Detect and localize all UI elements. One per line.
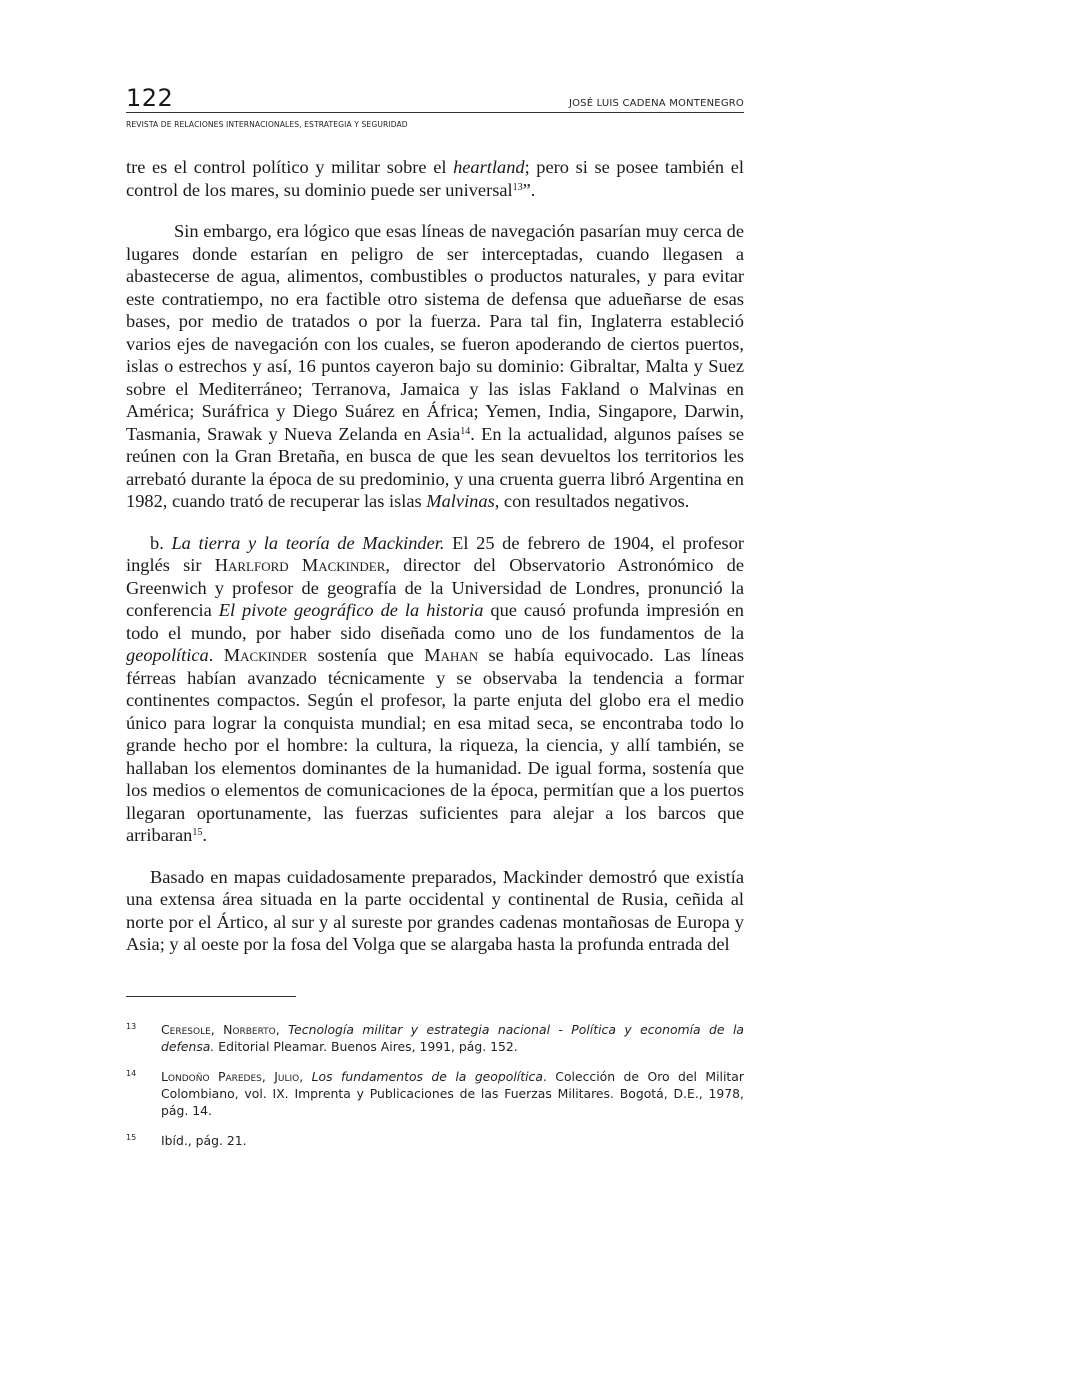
text-run: ”.	[522, 179, 536, 200]
text-run: , con resultados negativos.	[494, 491, 690, 511]
lecture-title: El pivote geográfico de la historia	[218, 600, 484, 620]
text-run: se había equivocado. Las líneas férreas habían avanzado técnicamente y se observaba la tendencia a formar continentes compactos. Según el profesor, la parte enjuta del globo era el medio único para lograr la conquista mundial; en esa mitad seca, se encontraba todo lo grande hecho por el hombre: la cultura, la riqueza, la ciencia, y allí también, se hallaban los elementos dominantes de la humanidad. De igual forma, sostenía que los medios o elementos de comunicaciones de la época, permitían que a los puertos llegaran oportunamente, las fuerzas suficientes para alejar a los barcos que arribaran	[126, 645, 744, 845]
text-run: , director del Observatorio Astronómico de Greenwich y profesor de geografía de la Universidad de Londres, pronunció la conferencia	[126, 555, 745, 620]
footnote-ref-15[interactable]: 15	[192, 827, 203, 838]
page	[126, 84, 744, 1162]
text-run: .	[202, 825, 207, 845]
paragraph-4	[126, 866, 744, 956]
text-run: .	[208, 645, 224, 665]
footnote-14	[126, 1068, 744, 1119]
footnote-text	[161, 1068, 744, 1119]
text-run: Basado en mapas cuidadosamente preparados, Mackinder demostró que existía una extensa área situada en la parte occidental y continental de Rusia, ceñida al norte por el Ártico, al sur y al sureste por grandes cadenas montañosas de Europa y Asia; y al oeste por la fosa del Volga que se alargaba hasta la profunda entrada del	[126, 866, 744, 954]
footnote-number: 13	[126, 1021, 137, 1031]
footnote-ref-14[interactable]: 14	[460, 425, 471, 437]
header-rule	[126, 112, 744, 113]
person-name: Mahan	[424, 645, 479, 665]
text-run: tre es el control político y militar sobre el	[126, 157, 454, 177]
footnote-13	[126, 1021, 744, 1055]
text-run: Sin embargo, era lógico que esas líneas de navegación pasarían muy cerca de lugares donde estarían en peligro de ser interceptadas, cuando llegasen a abastecerse de agua, alimentos, combustibles o productos naturales, y para evitar este contratiempo, no era factible otro sistema de defensa que adueñarse de esas bases, por medio de tratados o por la fuerza. Para tal fin, Inglaterra estableció varios ejes de navegación con los cuales, se fueron apoderando de ciertos puertos, islas o estrechos y así, 16 puntos cayeron bajo su dominio: Gibraltar, Malta y Suez sobre el Mediterráneo; Terranova, Jamaica y las islas Fakland o Malvinas en América; Suráfrica y Diego Suárez en África; Yemen, India, Singapore, Darwin, Tasmania, Srawak y Nueva Zelanda en Asia	[126, 221, 744, 444]
footnote-separator	[126, 996, 296, 997]
paragraph-2	[126, 220, 744, 513]
footnote-text: Ibíd., pág. 21.	[161, 1132, 247, 1148]
footnote-text	[161, 1021, 744, 1055]
page-header	[126, 84, 744, 130]
person-name: Harlford Mackinder	[214, 555, 386, 575]
footnote-title: Los fundamentos de la geopolítica	[311, 1068, 543, 1084]
emphasis: heartland	[453, 157, 525, 177]
text-run: . En la actualidad, algunos países se reúnen con la Gran Bretaña, en busca de que les sean devueltos los territorios les arrebató durante la época de su predominio, y una cruenta guerra libró Argentina en 1982, cuando trató de recuperar las islas	[126, 423, 744, 511]
text-run: sostenía que	[307, 645, 425, 665]
footnote-details: Editorial Pleamar. Buenos Aires, 1991, pág. 152.	[214, 1038, 518, 1054]
running-author: JOSÉ LUIS CADENA MONTENEGRO	[568, 98, 744, 109]
section-heading: La tierra y la teoría de Mackinder.	[171, 532, 445, 553]
footnote-number: 15	[126, 1132, 137, 1142]
footnote-number: 14	[126, 1068, 137, 1078]
footnote-author: Ceresole, Norberto,	[161, 1021, 280, 1037]
body-text	[126, 156, 744, 956]
footnotes	[126, 1021, 744, 1149]
page-number: 122	[126, 84, 174, 112]
paragraph-3	[126, 532, 744, 847]
footnote-details: . Colección de Oro del Militar Colombiano, vol. IX. Imprenta y Publicaciones de las Fuerzas Militares. Bogotá, D.E., 1978, pág. 14.	[161, 1068, 744, 1118]
footnote-ref-13[interactable]: 13	[512, 181, 523, 193]
text-run: que causó profunda impresión en todo el mundo, por haber sido diseñada como uno de los fundamentos de la	[126, 600, 745, 643]
emphasis: geopolítica	[126, 645, 209, 665]
text-run: El 25 de febrero de 1904, el profesor inglés sir	[126, 532, 745, 575]
text-run: b.	[150, 532, 172, 553]
footnote-author: Londoño Paredes, Julio,	[161, 1068, 304, 1084]
paragraph-1	[126, 156, 744, 201]
journal-title: REVISTA DE RELACIONES INTERNACIONALES, ESTRATEGIA Y SEGURIDAD	[126, 120, 408, 129]
emphasis: Malvinas	[426, 491, 495, 511]
footnote-title: Tecnología militar y estrategia nacional - Política y economía de la defensa.	[161, 1021, 744, 1054]
person-name: Mackinder	[223, 645, 308, 665]
text-run: ; pero si se posee también el control de los mares, su dominio puede ser universal	[126, 157, 744, 200]
footnote-15	[126, 1132, 744, 1149]
